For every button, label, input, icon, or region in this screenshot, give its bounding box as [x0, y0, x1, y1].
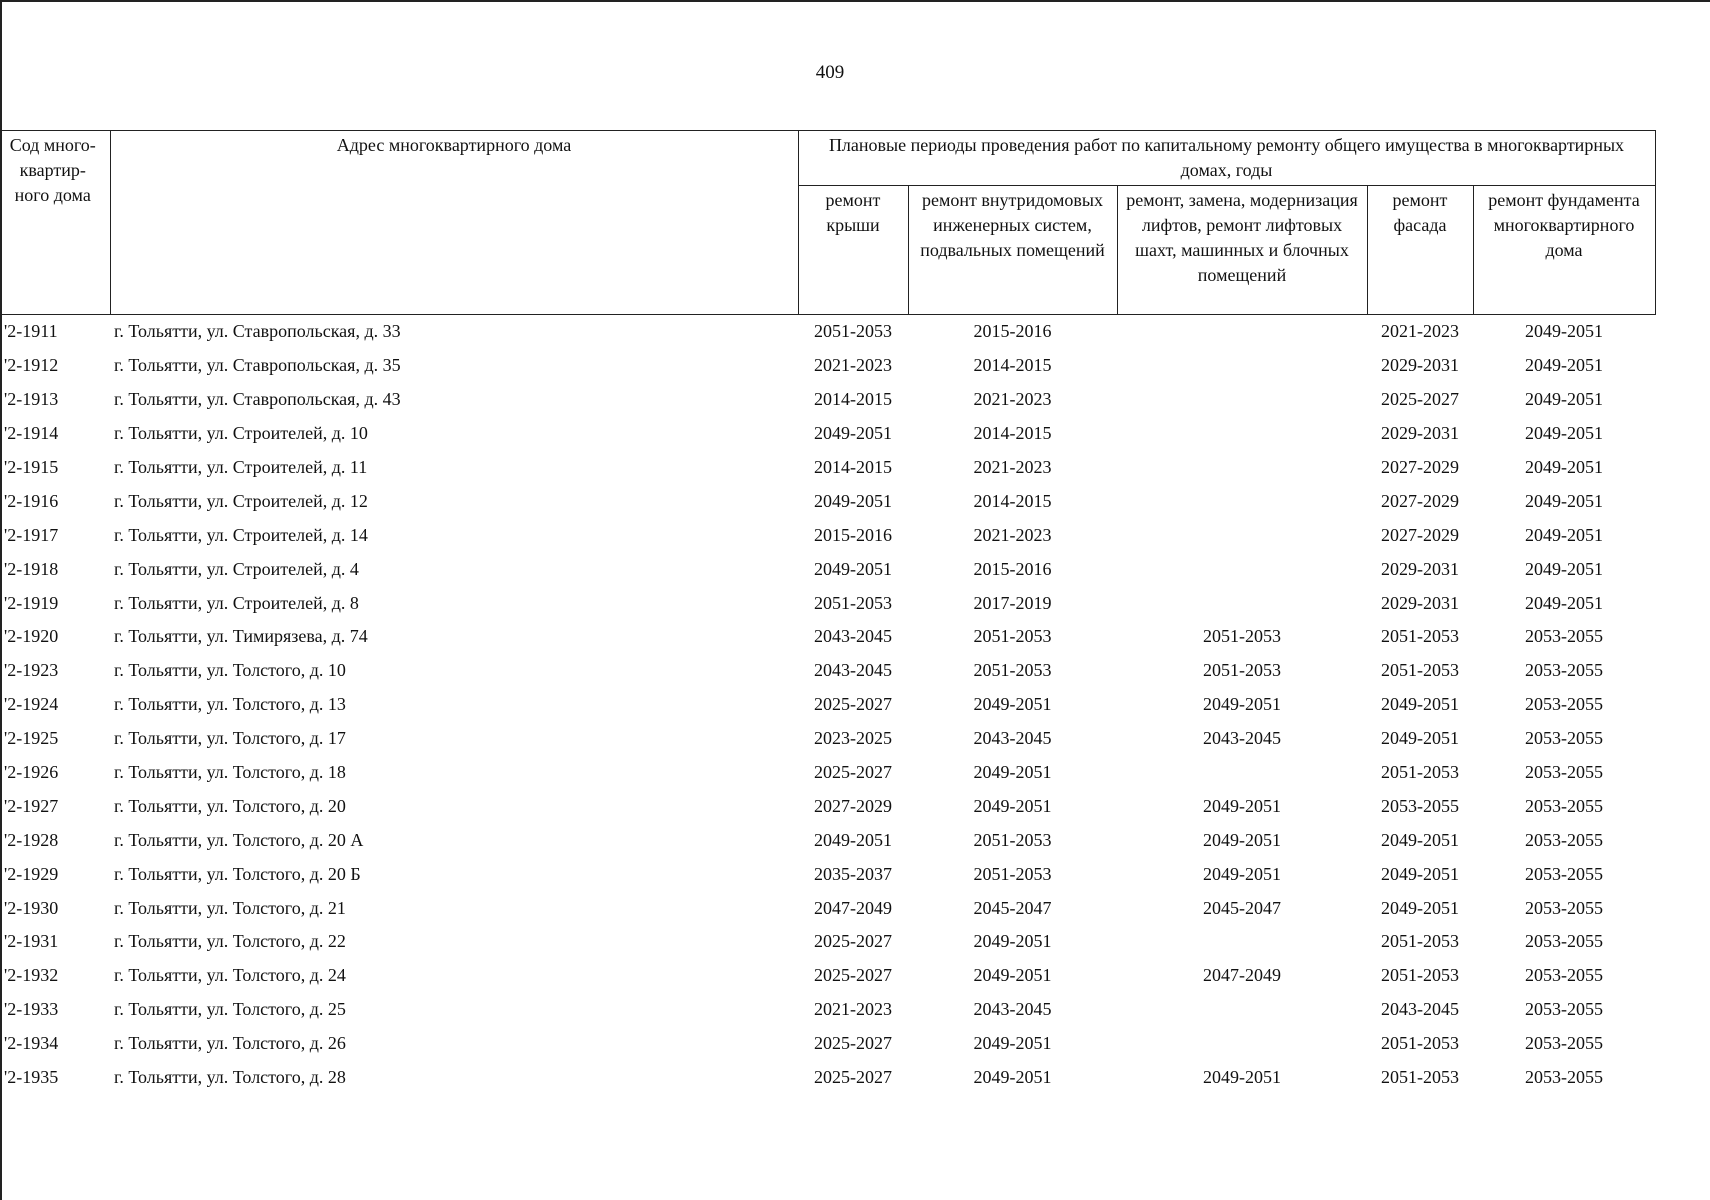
- cell-foundation: 2049-2051: [1525, 490, 1603, 511]
- cell-address: г. Тольятти, ул. Строителей, д. 14: [114, 524, 368, 545]
- cell-address: г. Тольятти, ул. Строителей, д. 10: [114, 423, 368, 444]
- table-row: [0, 518, 1655, 552]
- cell-code: '2-1916: [4, 490, 59, 511]
- table-row: [0, 484, 1655, 518]
- cell-elevators: [1117, 315, 1367, 349]
- cell-facade: 2051-2053: [1381, 1033, 1459, 1054]
- cell-code: '2-1935: [4, 1067, 59, 1088]
- cell-code: '2-1918: [4, 558, 59, 579]
- cell-engineering: 2045-2047: [973, 897, 1052, 918]
- cell-code: '2-1912: [4, 355, 59, 376]
- cell-roof: 2049-2051: [814, 490, 892, 511]
- table-row: [0, 586, 1655, 620]
- cell-elevators: 2049-2051: [1203, 694, 1281, 715]
- cell-facade: 2029-2031: [1381, 423, 1459, 444]
- header-elevators: ремонт, замена, модернизация лифтов, ремонт лифтовых шахт, машинных и блочных помещений: [1117, 186, 1367, 315]
- cell-elevators: [1117, 417, 1367, 451]
- cell-foundation: 2053-2055: [1525, 897, 1603, 918]
- cell-address: г. Тольятти, ул. Толстого, д. 17: [114, 728, 346, 749]
- cell-elevators: [1117, 484, 1367, 518]
- header-roof: ремонт крыши: [798, 186, 908, 315]
- cell-elevators: [1117, 925, 1367, 959]
- table-row: [0, 552, 1655, 586]
- cell-roof: 2014-2015: [814, 389, 892, 410]
- cell-roof: 2025-2027: [814, 931, 892, 952]
- cell-foundation: 2049-2051: [1525, 457, 1603, 477]
- header-foundation: ремонт фундамента многоквартирного дома: [1473, 186, 1655, 315]
- cell-engineering: 2051-2053: [973, 863, 1052, 884]
- table-row: [0, 417, 1655, 451]
- header-periods-group: Плановые периоды проведения работ по капитальному ремонту общего имущества в многоквартирных домах, годы: [798, 131, 1655, 186]
- cell-facade: 2029-2031: [1381, 592, 1459, 613]
- cell-address: г. Тольятти, ул. Толстого, д. 13: [114, 694, 346, 715]
- table-row: [0, 688, 1655, 722]
- cell-address: г. Тольятти, ул. Толстого, д. 18: [114, 762, 346, 783]
- cell-code: '2-1932: [4, 965, 59, 986]
- cell-facade: 2049-2051: [1381, 897, 1459, 918]
- cell-foundation: 2049-2051: [1525, 321, 1603, 342]
- table-row: [0, 620, 1655, 654]
- cell-roof: 2021-2023: [814, 355, 892, 376]
- cell-engineering: 2049-2051: [973, 1067, 1052, 1088]
- cell-code: '2-1928: [4, 829, 59, 850]
- cell-foundation: 2053-2055: [1525, 762, 1603, 783]
- cell-engineering: 2049-2051: [973, 762, 1052, 783]
- cell-code: '2-1929: [4, 863, 59, 884]
- cell-foundation: 2053-2055: [1525, 829, 1603, 850]
- cell-address: г. Тольятти, ул. Ставропольская, д. 35: [114, 355, 401, 376]
- cell-address: г. Тольятти, ул. Строителей, д. 4: [114, 558, 359, 579]
- cell-engineering: 2051-2053: [973, 660, 1052, 681]
- cell-foundation: 2049-2051: [1525, 423, 1603, 444]
- cell-foundation: 2053-2055: [1525, 626, 1603, 647]
- cell-address: г. Тольятти, ул. Ставропольская, д. 33: [114, 321, 401, 342]
- cell-foundation: 2049-2051: [1525, 524, 1603, 545]
- cell-elevators: 2049-2051: [1203, 829, 1281, 850]
- cell-facade: 2027-2029: [1381, 524, 1459, 545]
- table-row: [0, 654, 1655, 688]
- cell-engineering: 2015-2016: [973, 558, 1052, 579]
- cell-address: г. Тольятти, ул. Толстого, д. 20: [114, 795, 346, 816]
- cell-foundation: 2053-2055: [1525, 1033, 1603, 1054]
- cell-roof: 2025-2027: [814, 1033, 892, 1054]
- cell-facade: 2053-2055: [1381, 795, 1459, 816]
- cell-facade: 2043-2045: [1381, 999, 1459, 1020]
- cell-elevators: 2049-2051: [1203, 795, 1281, 816]
- table-row: [0, 993, 1655, 1027]
- table-row: [0, 789, 1655, 823]
- header-engineering: ремонт внутридомовых инженерных систем, подвальных помещений: [908, 186, 1117, 315]
- cell-code: '2-1926: [4, 762, 59, 783]
- cell-facade: 2051-2053: [1381, 1067, 1459, 1088]
- cell-code: '2-1913: [4, 389, 59, 410]
- cell-elevators: 2043-2045: [1203, 728, 1281, 749]
- table-row: [0, 1061, 1655, 1095]
- cell-facade: 2027-2029: [1381, 457, 1459, 477]
- cell-elevators: 2049-2051: [1203, 1067, 1281, 1088]
- table-row: [0, 349, 1655, 383]
- cell-roof: 2043-2045: [814, 660, 892, 681]
- cell-code: '2-1934: [4, 1033, 59, 1054]
- cell-code: '2-1914: [4, 423, 59, 444]
- table-row: [0, 925, 1655, 959]
- cell-roof: 2021-2023: [814, 999, 892, 1020]
- cell-roof: 2023-2025: [814, 728, 892, 749]
- cell-roof: 2025-2027: [814, 694, 892, 715]
- cell-address: г. Тольятти, ул. Строителей, д. 8: [114, 592, 359, 613]
- cell-address: г. Тольятти, ул. Толстого, д. 20 А: [114, 829, 364, 850]
- cell-elevators: [1117, 518, 1367, 552]
- cell-engineering: 2014-2015: [973, 423, 1052, 444]
- cell-elevators: [1117, 349, 1367, 383]
- cell-code: '2-1930: [4, 897, 59, 918]
- cell-facade: 2029-2031: [1381, 558, 1459, 579]
- cell-roof: 2025-2027: [814, 1067, 892, 1088]
- cell-elevators: [1117, 552, 1367, 586]
- header-code-line-1: Сод много-: [9, 135, 96, 155]
- cell-facade: 2029-2031: [1381, 355, 1459, 376]
- cell-foundation: 2053-2055: [1525, 660, 1603, 681]
- cell-facade: 2027-2029: [1381, 490, 1459, 511]
- cell-foundation: 2053-2055: [1525, 728, 1603, 749]
- table-row: [0, 315, 1655, 349]
- cell-address: г. Тольятти, ул. Ставропольская, д. 43: [114, 389, 401, 410]
- cell-elevators: 2045-2047: [1203, 897, 1281, 918]
- cell-engineering: 2014-2015: [973, 355, 1052, 376]
- cell-code: '2-1923: [4, 660, 59, 681]
- table-row: [0, 823, 1655, 857]
- table-row: [0, 756, 1655, 790]
- header-code: [0, 131, 110, 315]
- cell-foundation: 2053-2055: [1525, 931, 1603, 952]
- cell-roof: 2025-2027: [814, 762, 892, 783]
- cell-roof: 2047-2049: [814, 897, 892, 918]
- cell-roof: 2049-2051: [814, 558, 892, 579]
- cell-engineering: 2021-2023: [973, 389, 1052, 410]
- cell-address: г. Тольятти, ул. Толстого, д. 26: [114, 1033, 346, 1054]
- cell-address: г. Тольятти, ул. Толстого, д. 24: [114, 965, 346, 986]
- cell-foundation: 2053-2055: [1525, 999, 1603, 1020]
- header-facade: ремонт фасада: [1367, 186, 1473, 315]
- cell-foundation: 2053-2055: [1525, 795, 1603, 816]
- cell-engineering: 2014-2015: [973, 490, 1052, 511]
- cell-roof: 2027-2029: [814, 795, 892, 816]
- cell-address: г. Тольятти, ул. Толстого, д. 21: [114, 897, 346, 918]
- cell-engineering: 2017-2019: [973, 592, 1052, 613]
- cell-roof: 2025-2027: [814, 965, 892, 986]
- cell-address: г. Тольятти, ул. Толстого, д. 25: [114, 999, 346, 1020]
- cell-engineering: 2043-2045: [973, 728, 1052, 749]
- cell-roof: 2035-2037: [814, 863, 892, 884]
- cell-facade: 2025-2027: [1381, 389, 1459, 410]
- cell-address: г. Тольятти, ул. Строителей, д. 12: [114, 490, 368, 511]
- cell-code: '2-1925: [4, 728, 59, 749]
- table-row: [0, 891, 1655, 925]
- cell-code: '2-1915: [4, 457, 59, 477]
- cell-facade: 2049-2051: [1381, 863, 1459, 884]
- cell-elevators: 2049-2051: [1203, 863, 1281, 884]
- cell-foundation: 2049-2051: [1525, 355, 1603, 376]
- cell-facade: 2049-2051: [1381, 694, 1459, 715]
- cell-elevators: [1117, 993, 1367, 1027]
- cell-roof: 2049-2051: [814, 829, 892, 850]
- cell-elevators: [1117, 586, 1367, 620]
- cell-engineering: 2049-2051: [973, 931, 1052, 952]
- cell-engineering: 2051-2053: [973, 626, 1052, 647]
- cell-address: г. Тольятти, ул. Толстого, д. 20 Б: [114, 863, 361, 884]
- cell-engineering: 2049-2051: [973, 965, 1052, 986]
- cell-foundation: 2049-2051: [1525, 558, 1603, 579]
- cell-roof: 2051-2053: [814, 592, 892, 613]
- table-row: [0, 959, 1655, 993]
- cell-foundation: 2053-2055: [1525, 965, 1603, 986]
- cell-foundation: 2053-2055: [1525, 694, 1603, 715]
- table-row: [0, 857, 1655, 891]
- cell-address: г. Тольятти, ул. Тимирязева, д. 74: [114, 626, 368, 647]
- cell-foundation: 2049-2051: [1525, 592, 1603, 613]
- cell-facade: 2051-2053: [1381, 660, 1459, 681]
- cell-facade: 2051-2053: [1381, 965, 1459, 986]
- cell-engineering: 2051-2053: [973, 829, 1052, 850]
- cell-code: '2-1920: [4, 626, 59, 647]
- cell-facade: 2021-2023: [1381, 321, 1459, 342]
- cell-facade: 2051-2053: [1381, 762, 1459, 783]
- header-code-line-2: квартир-: [19, 160, 86, 180]
- header-code-line-3: ного дома: [14, 185, 91, 205]
- cell-address: г. Тольятти, ул. Толстого, д. 10: [114, 660, 346, 681]
- cell-facade: 2049-2051: [1381, 728, 1459, 749]
- cell-foundation: 2053-2055: [1525, 863, 1603, 884]
- header-address: Адрес многоквартирного дома: [110, 131, 798, 315]
- cell-roof: 2014-2015: [814, 457, 892, 477]
- cell-engineering: 2015-2016: [973, 321, 1052, 342]
- cell-roof: 2015-2016: [814, 524, 892, 545]
- cell-roof: 2043-2045: [814, 626, 892, 647]
- table-row: [0, 1027, 1655, 1061]
- cell-engineering: 2043-2045: [973, 999, 1052, 1020]
- cell-engineering: 2049-2051: [973, 1033, 1052, 1054]
- cell-code: '2-1919: [4, 592, 59, 613]
- cell-code: '2-1927: [4, 795, 59, 816]
- table-row: [0, 722, 1655, 756]
- cell-address: г. Тольятти, ул. Толстого, д. 22: [114, 931, 346, 952]
- cell-facade: 2051-2053: [1381, 931, 1459, 952]
- table-row: [0, 451, 1655, 485]
- cell-elevators: 2051-2053: [1203, 626, 1281, 647]
- cell-foundation: 2049-2051: [1525, 389, 1603, 410]
- cell-roof: 2049-2051: [814, 423, 892, 444]
- page-number: 409: [815, 62, 845, 83]
- cell-foundation: 2053-2055: [1525, 1067, 1603, 1088]
- cell-facade: 2049-2051: [1381, 829, 1459, 850]
- cell-address: г. Тольятти, ул. Толстого, д. 28: [114, 1067, 346, 1088]
- cell-code: '2-1933: [4, 999, 59, 1020]
- cell-elevators: [1117, 756, 1367, 790]
- cell-code: '2-1917: [4, 524, 59, 545]
- cell-engineering: 2049-2051: [973, 694, 1052, 715]
- cell-elevators: 2047-2049: [1203, 965, 1281, 986]
- cell-code: '2-1931: [4, 931, 59, 952]
- cell-engineering: 2021-2023: [973, 524, 1052, 545]
- cell-elevators: 2051-2053: [1203, 660, 1281, 681]
- cell-code: '2-1924: [4, 694, 59, 715]
- cell-roof: 2051-2053: [814, 321, 892, 342]
- cell-elevators: [1117, 451, 1367, 485]
- cell-address: г. Тольятти, ул. Строителей, д. 11: [114, 457, 368, 477]
- cell-engineering: 2049-2051: [973, 795, 1052, 816]
- cell-code: '2-1911: [4, 321, 58, 342]
- table-body: [0, 315, 1655, 1095]
- cell-facade: 2051-2053: [1381, 626, 1459, 647]
- cell-elevators: [1117, 1027, 1367, 1061]
- cell-engineering: 2021-2023: [973, 457, 1052, 477]
- table-row: [0, 383, 1655, 417]
- cell-elevators: [1117, 383, 1367, 417]
- repair-schedule-table: [0, 130, 1656, 1094]
